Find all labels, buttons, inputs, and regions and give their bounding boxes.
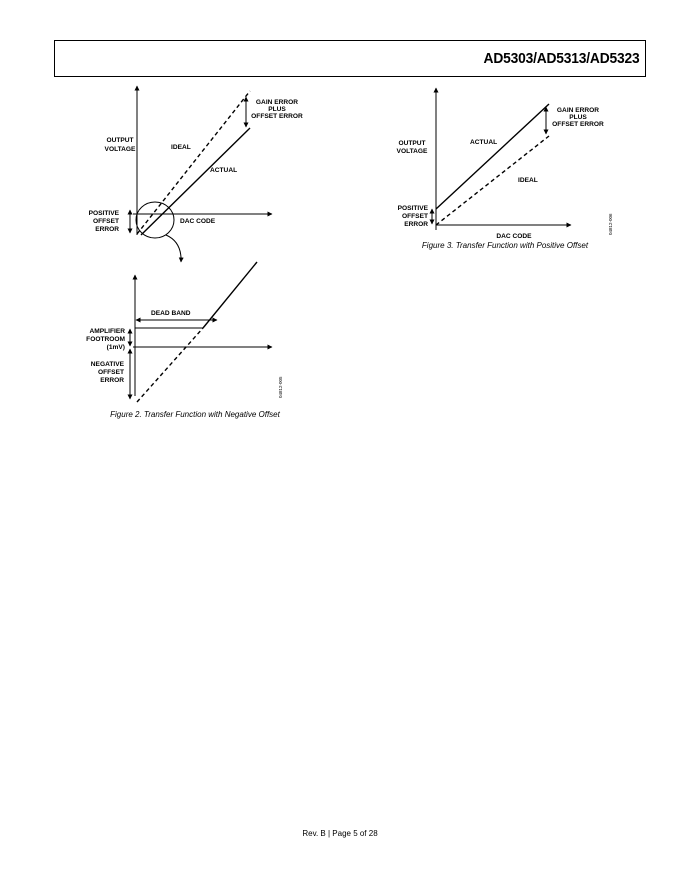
negative-offset-label-3: ERROR xyxy=(100,377,124,384)
positive-offset-label-3: ERROR xyxy=(95,226,119,233)
positive-offset-label-2: OFFSET xyxy=(92,218,119,225)
zoom-ellipse xyxy=(136,202,174,238)
zoom-arrow xyxy=(166,235,181,262)
gain-error-label-2: PLUS xyxy=(268,106,286,113)
figure3-caption: Figure 3. Transfer Function with Positive Offset xyxy=(421,241,589,250)
dac-code-label: DAC CODE xyxy=(496,233,532,240)
dead-band-label: DEAD BAND xyxy=(151,310,191,317)
actual-label: ACTUAL xyxy=(470,139,498,146)
figure-code: 04812-006 xyxy=(608,213,613,235)
figure2-upper-graph xyxy=(89,86,303,262)
dashed-transfer-line xyxy=(137,328,203,402)
output-voltage-label-2: VOLTAGE xyxy=(396,148,428,155)
positive-offset-label-1: POSITIVE xyxy=(88,210,119,217)
actual-label: ACTUAL xyxy=(210,167,238,174)
document-title: AD5303/AD5313/AD5323 xyxy=(483,50,639,67)
gain-error-label-1: GAIN ERROR xyxy=(255,99,299,106)
output-voltage-label-1: OUTPUT xyxy=(106,137,134,144)
gain-error-label-3: OFFSET ERROR xyxy=(251,113,303,120)
solid-transfer-line xyxy=(203,262,257,328)
amplifier-footroom-label-3: (1mV) xyxy=(106,344,125,351)
output-voltage-label-1: OUTPUT xyxy=(398,140,426,147)
ideal-line xyxy=(137,91,250,234)
actual-line xyxy=(436,104,549,209)
gain-error-label-2: PLUS xyxy=(569,114,587,121)
figure2-lower-graph xyxy=(86,262,283,402)
page-footer: Rev. B | Page 5 of 28 xyxy=(302,829,378,838)
dac-code-label: DAC CODE xyxy=(180,218,216,225)
positive-offset-label-2: OFFSET xyxy=(401,213,428,220)
positive-offset-label-3: ERROR xyxy=(404,221,428,228)
amplifier-footroom-label-1: AMPLIFIER xyxy=(89,328,125,335)
ideal-label: IDEAL xyxy=(518,177,538,184)
negative-offset-label-1: NEGATIVE xyxy=(90,361,124,368)
figure3-graph xyxy=(397,88,613,240)
figure-code: 04812-005 xyxy=(278,376,283,398)
gain-error-label-3: OFFSET ERROR xyxy=(552,121,604,128)
ideal-label: IDEAL xyxy=(171,144,191,151)
positive-offset-label-1: POSITIVE xyxy=(397,205,428,212)
figure2-caption: Figure 2. Transfer Function with Negative Offset xyxy=(110,410,280,419)
negative-offset-label-2: OFFSET xyxy=(97,369,124,376)
output-voltage-label-2: VOLTAGE xyxy=(104,146,136,153)
gain-error-label-1: GAIN ERROR xyxy=(556,107,600,114)
amplifier-footroom-label-2: FOOTROOM xyxy=(86,336,125,343)
